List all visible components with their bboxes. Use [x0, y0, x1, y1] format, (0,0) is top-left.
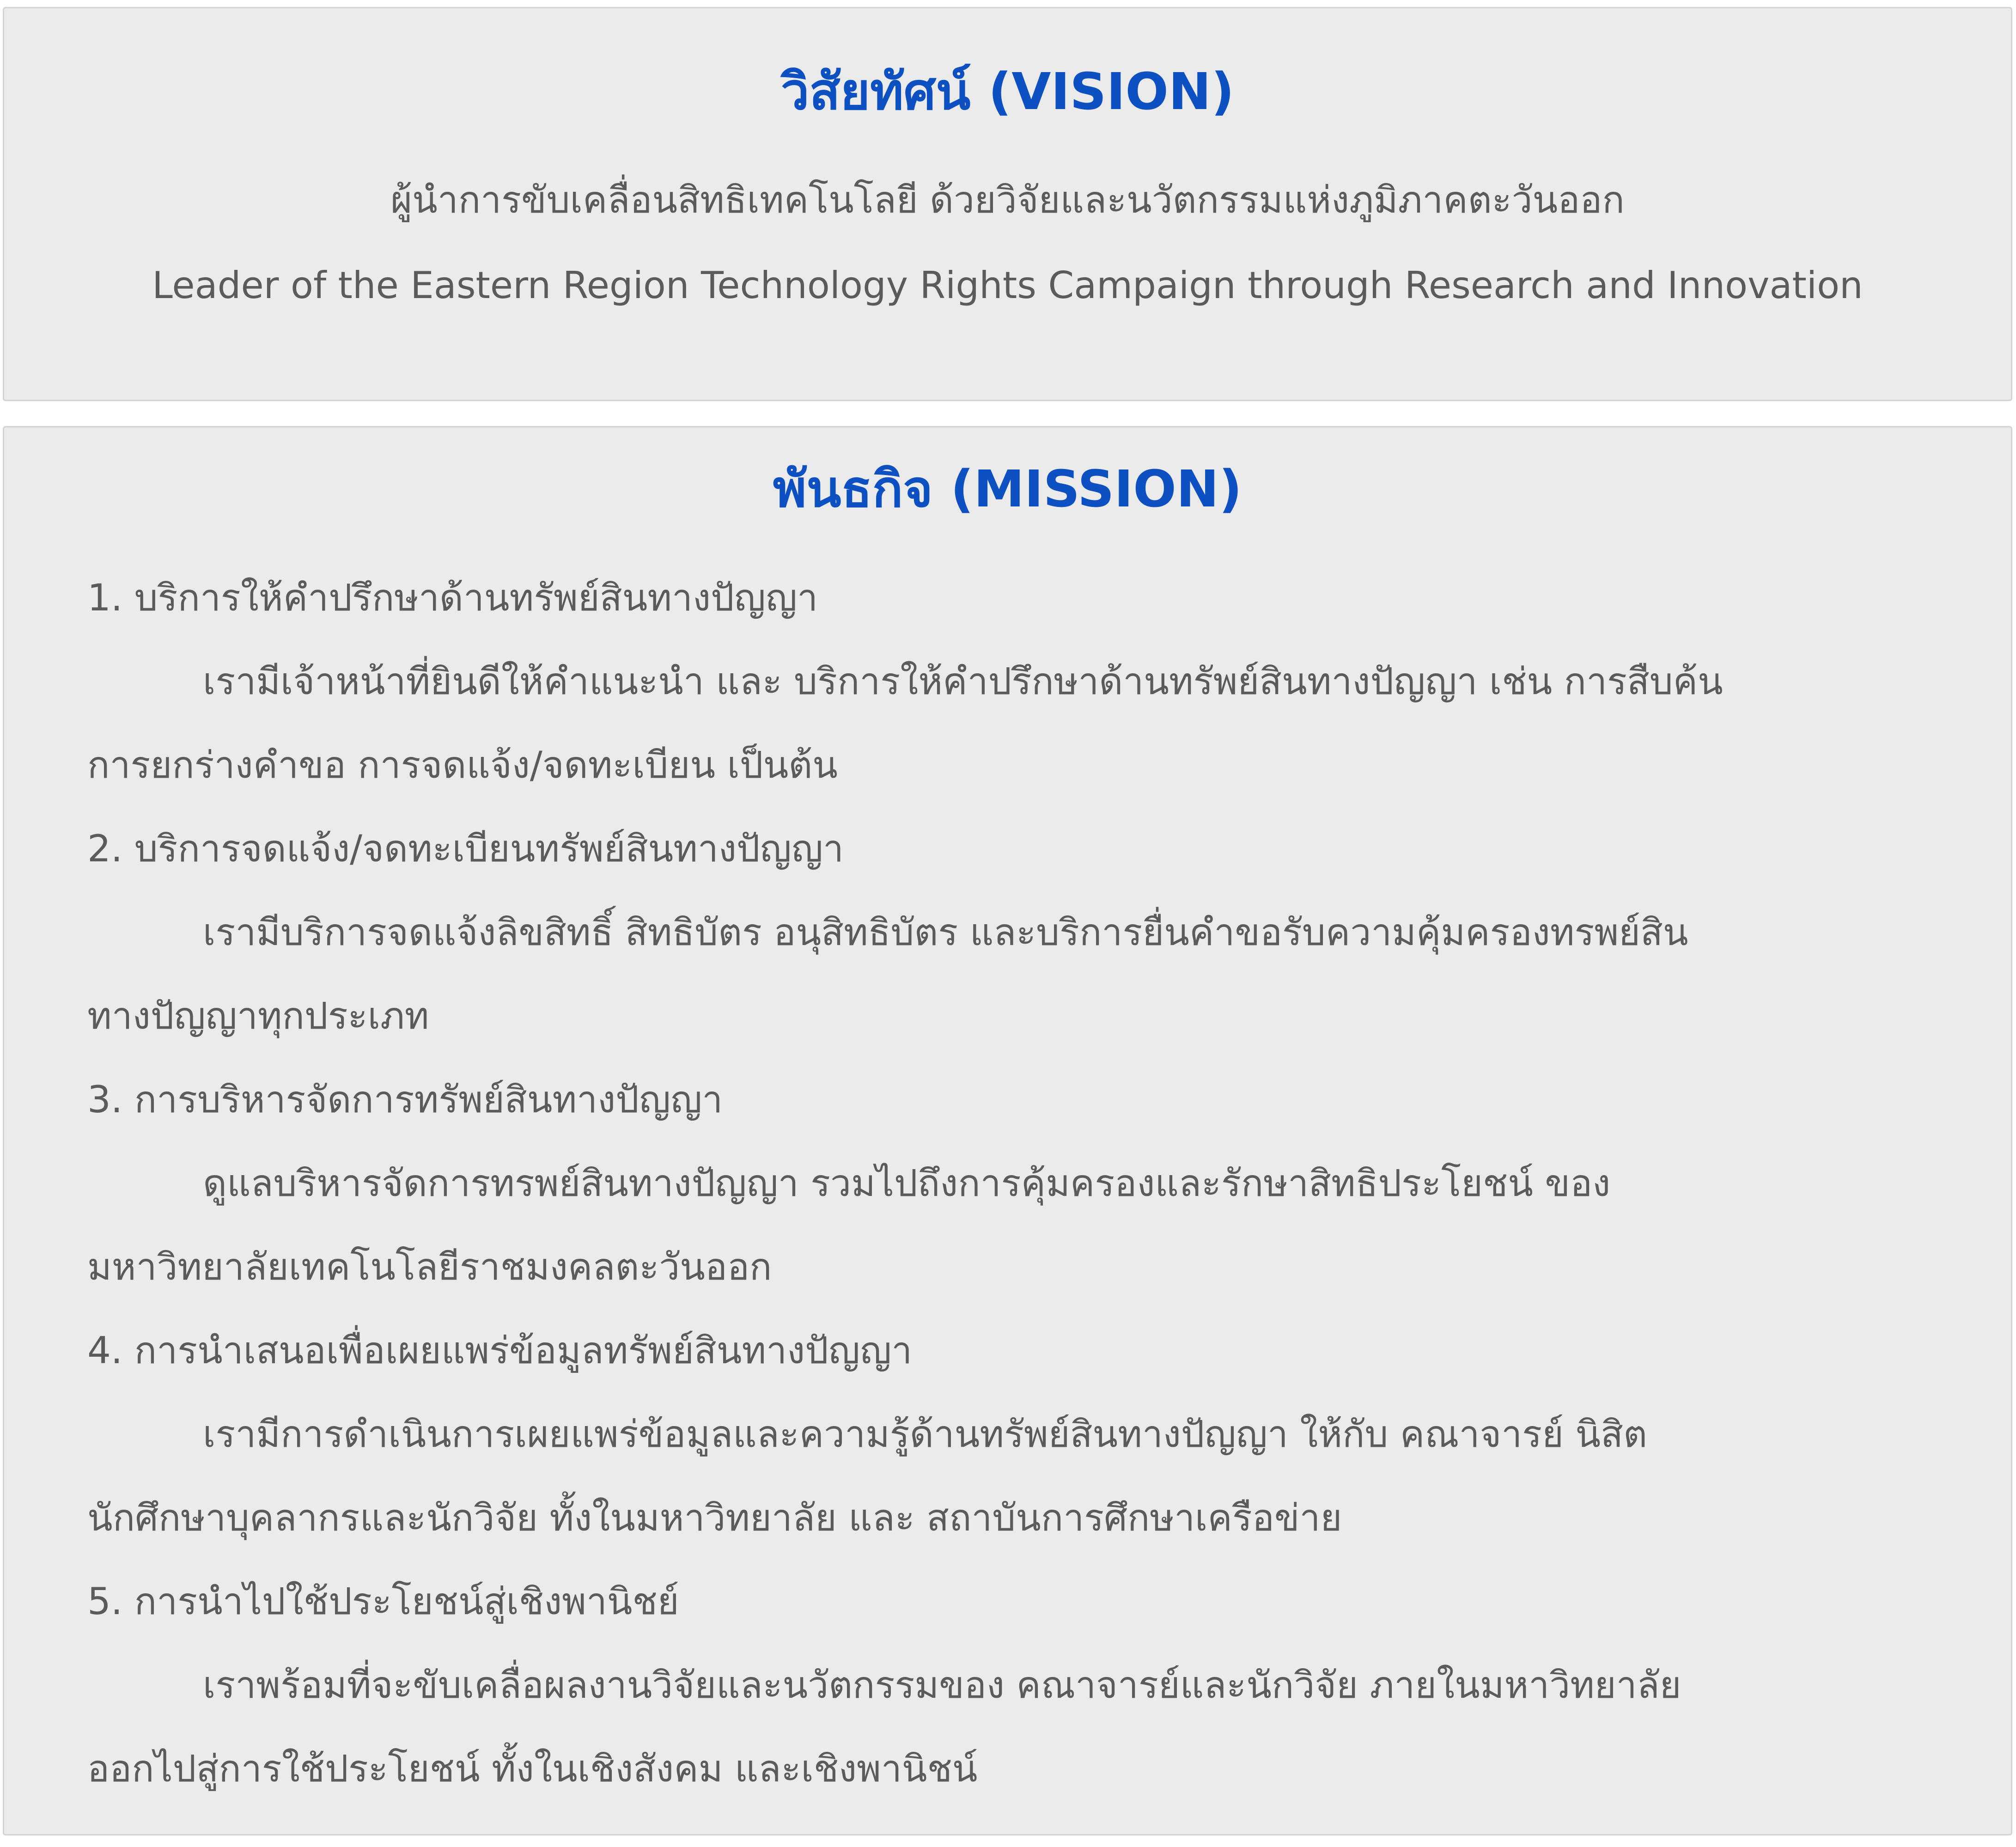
mission-item-description-continued: มหาวิทยาลัยเทคโนโลยีราชมงคลตะวันออก — [87, 1245, 772, 1288]
mission-item-heading: 3. การบริหารจัดการทรัพย์สินทางปัญญา — [87, 1078, 723, 1121]
mission-item-1 — [87, 556, 1951, 807]
vision-text-english: Leader of the Eastern Region Technology Rights Campaign through Research and Innovation — [152, 264, 1863, 307]
mission-item-4 — [87, 1309, 1951, 1560]
vision-title: วิสัยทัศน์ (VISION) — [780, 62, 1235, 121]
mission-item-heading: 2. บริการจดแจ้ง/จดทะเบียนทรัพย์สินทางปัญญา — [87, 827, 844, 870]
mission-item-description-continued: นักศึกษาบุคลากรและนักวิจัย ทั้งในมหาวิทยาลัย และ สถาบันการศึกษาเครือข่าย — [87, 1496, 1342, 1539]
vision-text-thai: ผู้นำการขับเคลื่อนสิทธิเทคโนโลยี ด้วยวิจัยและนวัตกรรมแห่งภูมิภาคตะวันออก — [390, 178, 1625, 221]
mission-item-3 — [87, 1058, 1951, 1309]
mission-item-description: เราพร้อมที่จะขับเคลื่อผลงานวิจัยและนวัตกรรมของ คณาจารย์และนักวิจัย ภายในมหาวิทยาลัย — [203, 1664, 1681, 1707]
mission-item-description: เรามีเจ้าหน้าที่ยินดีให้คำแนะนำ และ บริการให้คำปรึกษาด้านทรัพย์สินทางปัญญา เช่น การสืบค้น — [203, 660, 1723, 703]
mission-item-heading: 1. บริการให้คำปรึกษาด้านทรัพย์สินทางปัญญา — [87, 576, 818, 619]
mission-item-description-continued: การยกร่างคำขอ การจดแจ้ง/จดทะเบียน เป็นต้น — [87, 744, 838, 786]
mission-panel — [3, 426, 2012, 1835]
mission-item-heading: 5. การนำไปใช้ประโยชน์สู่เชิงพานิชย์ — [87, 1580, 679, 1623]
mission-item-5 — [87, 1560, 1951, 1810]
mission-list — [87, 556, 1951, 1810]
vision-panel — [3, 7, 2012, 401]
mission-item-description-continued: ทางปัญญาทุกประเภท — [87, 994, 429, 1037]
mission-item-description: เรามีการดำเนินการเผยแพร่ข้อมูลและความรู้ด้านทรัพย์สินทางปัญญา ให้กับ คณาจารย์ นิสิต — [203, 1413, 1647, 1456]
mission-item-description-continued: ออกไปสู่การใช้ประโยชน์ ทั้งในเชิงสังคม และเชิงพานิชน์ — [87, 1747, 978, 1790]
mission-title: พันธกิจ (MISSION) — [773, 459, 1242, 518]
mission-item-description: ดูแลบริหารจัดการทรพย์สินทางปัญญา รวมไปถึงการคุ้มครองและรักษาสิทธิประโยชน์ ของ — [203, 1162, 1611, 1205]
mission-item-heading: 4. การนำเสนอเพื่อเผยแพร่ข้อมูลทรัพย์สินทางปัญญา — [87, 1329, 913, 1372]
mission-item-description: เรามีบริการจดแจ้งลิขสิทธิ์ สิทธิบัตร อนุสิทธิบัตร และบริการยื่นคำขอรับความคุ้มครองทรพย์สิน — [203, 911, 1688, 954]
mission-item-2 — [87, 807, 1951, 1058]
